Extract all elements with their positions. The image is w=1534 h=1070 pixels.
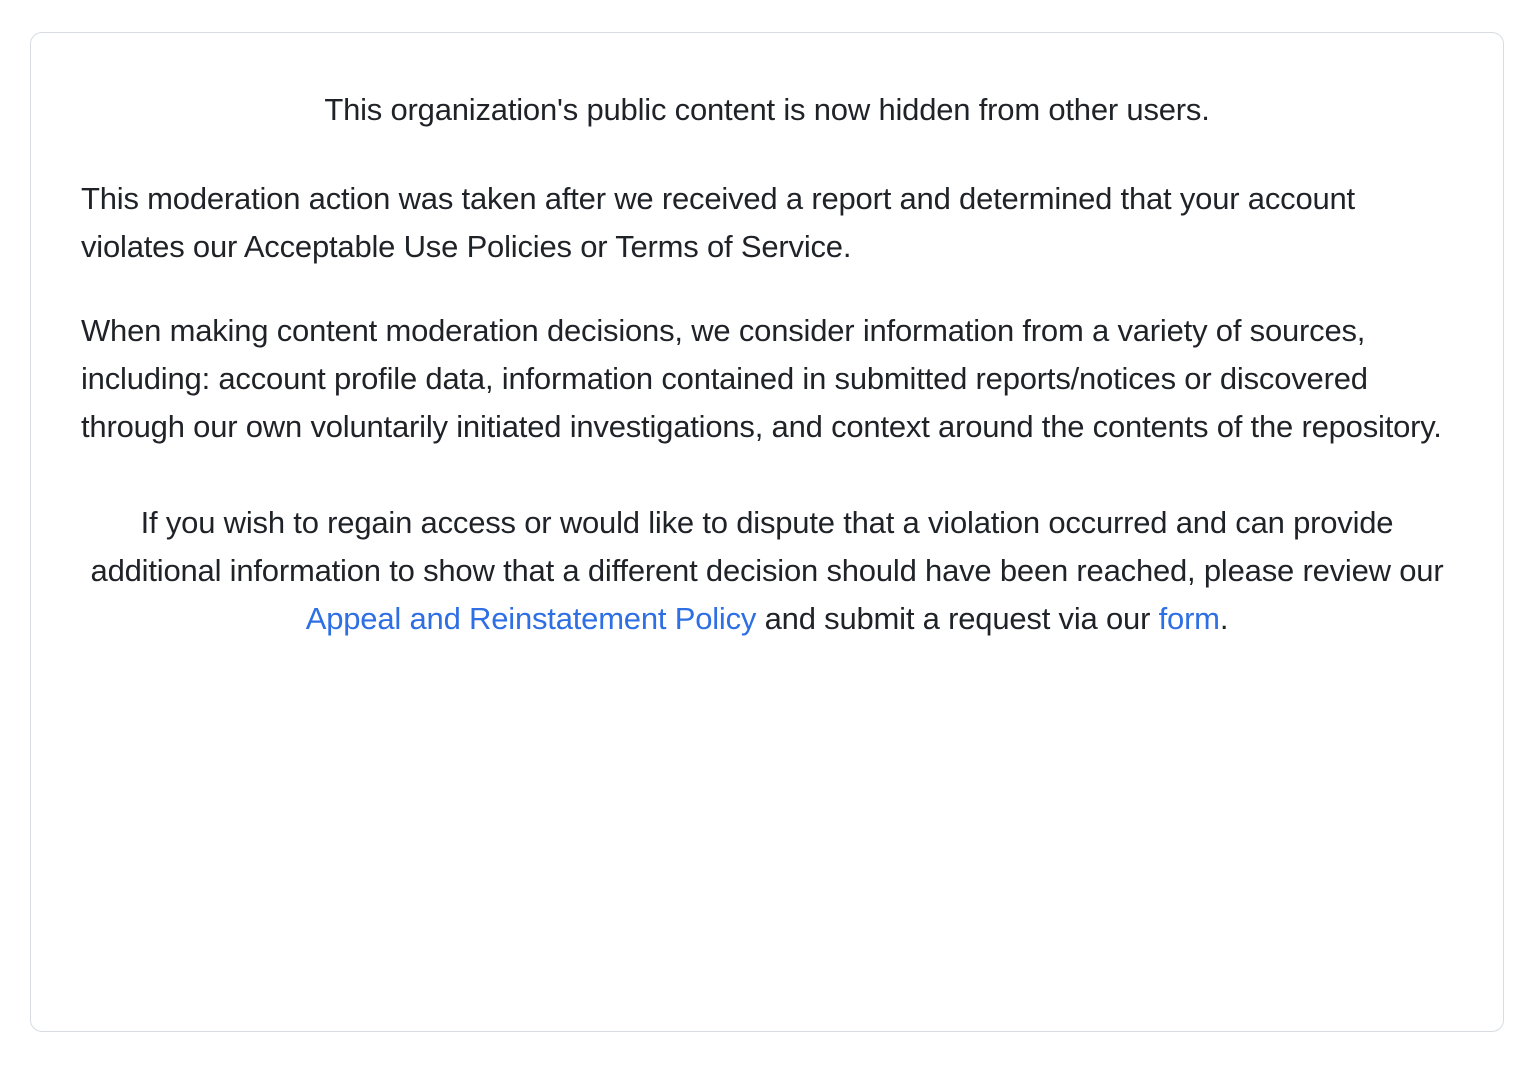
notice-heading: This organization's public content is now hidden from other users. <box>324 92 1210 127</box>
notice-paragraph-sources: When making content moderation decisions, we consider information from a variety of sources, including: account profile data, information contained in submitted reports/notices or discovered through our own voluntarily initiated investigations, and context around the contents of the repository. <box>81 312 1442 445</box>
appeal-text-prefix: If you wish to regain access or would like to dispute that a violation occurred and can provide additional information to show that a different decision should have been reached, please review our <box>90 505 1444 589</box>
appeal-form-link[interactable]: form <box>1158 601 1220 637</box>
notice-paragraph-appeal <box>81 499 1453 643</box>
appeal-text-suffix: . <box>1219 601 1229 637</box>
appeal-text-middle: and submit a request via our <box>756 601 1159 637</box>
notice-paragraph-reason: This moderation action was taken after we received a report and determined that your account violates our Acceptable Use Policies or Terms of Service. <box>81 180 1355 264</box>
appeal-and-reinstatement-policy-link[interactable]: Appeal and Reinstatement Policy <box>305 601 757 637</box>
moderation-notice-card <box>30 32 1504 1032</box>
